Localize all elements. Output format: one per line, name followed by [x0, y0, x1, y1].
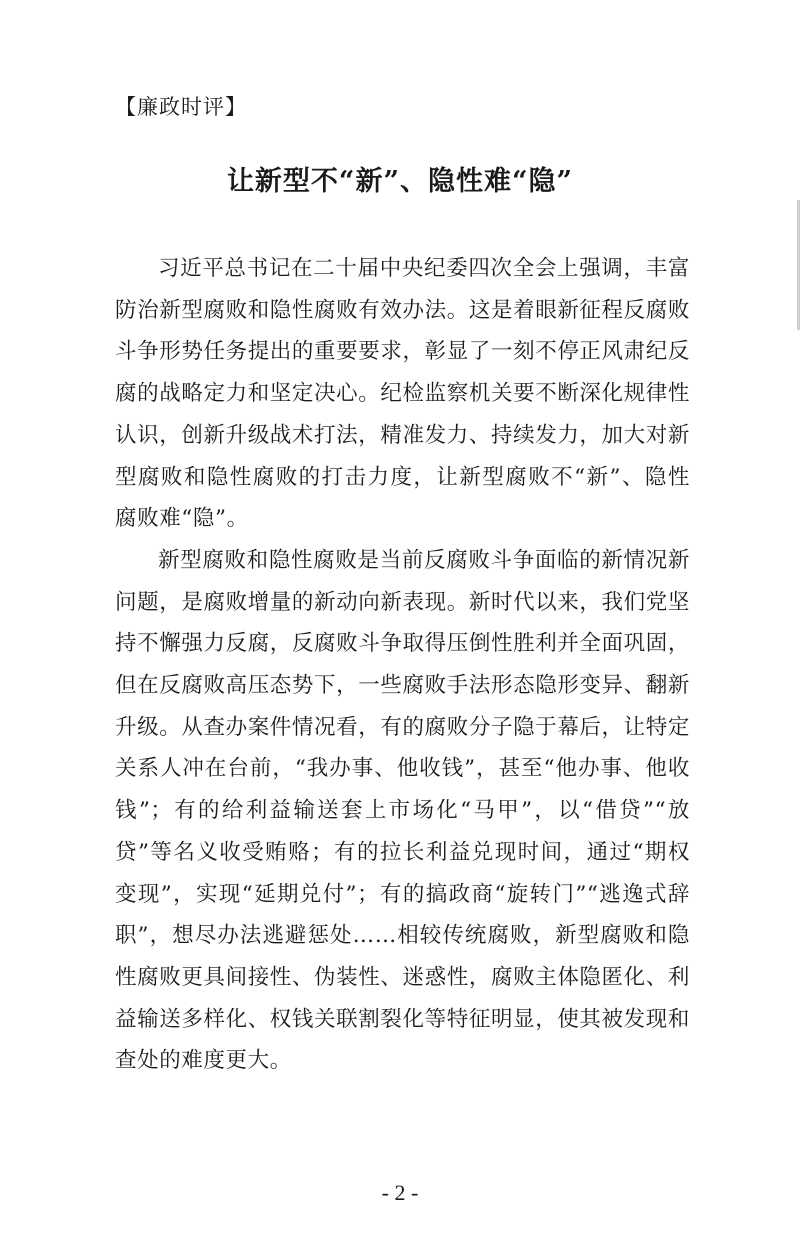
- article-title: 让新型不“新”、隐性难“隐”: [226, 166, 574, 197]
- paragraph-1: 习近平总书记在二十届中央纪委四次全会上强调，丰富防治新型腐败和隐性腐败有效办法。这是着眼新征程反腐败斗争形势任务提出的重要要求，彰显了一刻不停正风肃纪反腐的战略定力和坚定决心。纪检监察机关要不断深化规律性认识，创新升级战术打法，精准发力、持续发力，加大对新型腐败和隐性腐败的打击力度，让新型腐败不“新”、隐性腐败难“隐”。: [115, 256, 690, 532]
- article-body: [115, 248, 690, 1082]
- column-tag: 【廉政时评】: [115, 95, 247, 119]
- paragraph-2: 新型腐败和隐性腐败是当前反腐败斗争面临的新情况新问题，是腐败增量的新动向新表现。新时代以来，我们党坚持不懈强力反腐，反腐败斗争取得压倒性胜利并全面巩固，但在反腐败高压态势下，一些腐败手法形态隐形变异、翻新升级。从查办案件情况看，有的腐败分子隐于幕后，让特定关系人冲在台前，“我办事、他收钱”，甚至“他办事、他收钱”；有的给利益输送套上市场化“马甲”，以“借贷”“放贷”等名义收受贿赂；有的拉长利益兑现时间，通过“期权变现”，实现“延期兑付”；有的搞政商“旋转门”“逃逸式辞职”，想尽办法逃避惩处……相较传统腐败，新型腐败和隐性腐败更具间接性、伪装性、迷惑性，腐败主体隐匿化、利益输送多样化、权钱关联割裂化等特征明显，使其被发现和查处的难度更大。: [115, 547, 690, 1074]
- page-number: - 2 -: [381, 1180, 419, 1205]
